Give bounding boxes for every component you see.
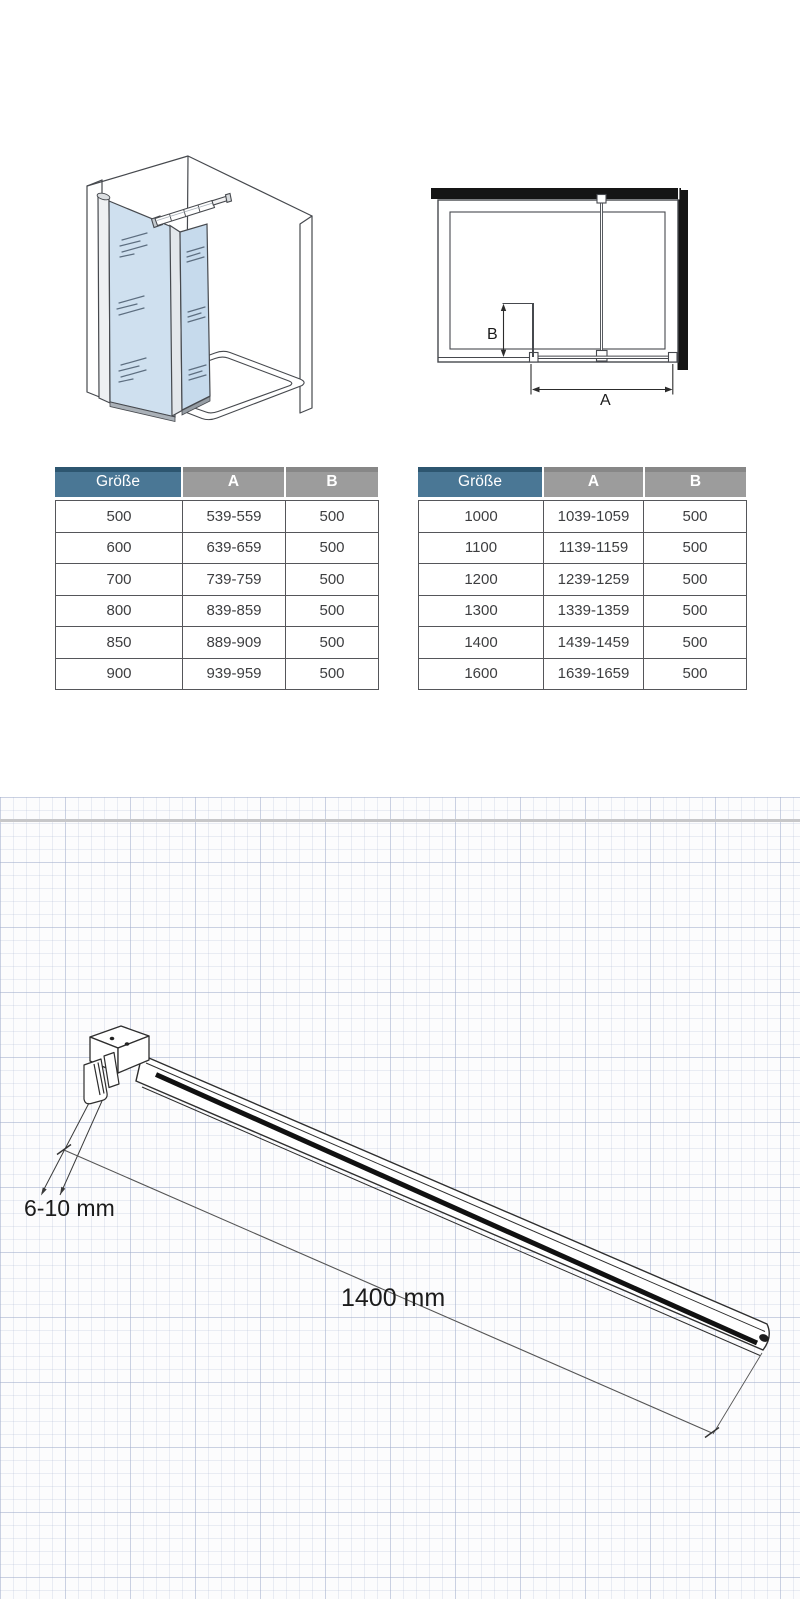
table-cell: 500 — [644, 564, 747, 596]
table-cell: 500 — [286, 627, 379, 659]
table-cell: 500 — [286, 658, 379, 690]
table-row — [56, 501, 379, 533]
table-cell: 739-759 — [183, 564, 286, 596]
table-cell: 1000 — [419, 501, 544, 533]
size-table-large — [418, 467, 747, 690]
plan-view-diagram — [420, 180, 700, 410]
table-cell: 900 — [56, 658, 183, 690]
plan-width-label: A — [600, 392, 611, 409]
table-cell: 1400 — [419, 627, 544, 659]
table-row — [419, 658, 747, 690]
table-cell: 1439-1459 — [544, 627, 644, 659]
table-cell: 600 — [56, 532, 183, 564]
table-body — [55, 500, 379, 690]
table-cell: 700 — [56, 564, 183, 596]
table-cell: 839-859 — [183, 595, 286, 627]
table-cell: 500 — [644, 532, 747, 564]
size-table-small — [55, 467, 379, 690]
table-cell: 800 — [56, 595, 183, 627]
table-cell: 500 — [644, 501, 747, 533]
table-cell: 500 — [644, 595, 747, 627]
glass-thickness-label: 6-10 mm — [24, 1195, 115, 1221]
table-row — [419, 564, 747, 596]
graph-paper-section — [0, 797, 800, 1599]
support-bar-diagram — [0, 797, 800, 1599]
table-cell: 1300 — [419, 595, 544, 627]
table-row — [419, 532, 747, 564]
table-header — [418, 467, 747, 497]
dimension-a — [531, 364, 673, 395]
table-cell: 500 — [286, 564, 379, 596]
table-row — [419, 595, 747, 627]
table-cell: 1239-1259 — [544, 564, 644, 596]
table-body — [418, 500, 747, 690]
table-cell: 1200 — [419, 564, 544, 596]
header-groesse: Größe — [55, 467, 181, 497]
tray-outline-outer — [438, 200, 678, 362]
table-row — [56, 564, 379, 596]
table-cell: 1139-1159 — [544, 532, 644, 564]
table-cell: 850 — [56, 627, 183, 659]
table-cell: 500 — [286, 501, 379, 533]
header-a: A — [544, 467, 643, 497]
header-groesse: Größe — [418, 467, 542, 497]
right-wall — [678, 190, 689, 370]
glass-thickness-leaders — [41, 1101, 102, 1196]
table-row — [56, 595, 379, 627]
header-a: A — [183, 467, 284, 497]
table-cell: 500 — [286, 532, 379, 564]
table-header — [55, 467, 379, 497]
table-cell: 1039-1059 — [544, 501, 644, 533]
table-cell: 889-909 — [183, 627, 286, 659]
stabilizer-bar — [136, 1055, 770, 1356]
shower-3d-diagram — [75, 140, 345, 430]
header-b: B — [286, 467, 378, 497]
table-cell: 1339-1359 — [544, 595, 644, 627]
table-cell: 500 — [644, 627, 747, 659]
wall-profile — [98, 195, 110, 403]
table-cell: 500 — [644, 658, 747, 690]
table-cell: 639-659 — [183, 532, 286, 564]
header-b: B — [645, 467, 746, 497]
table-cell: 939-959 — [183, 658, 286, 690]
table-row — [56, 532, 379, 564]
bar-length-label: 1400 mm — [341, 1284, 446, 1312]
table-cell: 1600 — [419, 658, 544, 690]
table-row — [419, 501, 747, 533]
screw-hole — [125, 1042, 130, 1046]
table-cell: 1100 — [419, 532, 544, 564]
support-bar-3d — [152, 193, 232, 227]
top-wall — [431, 188, 681, 199]
table-cell: 1639-1659 — [544, 658, 644, 690]
screw-hole — [110, 1037, 115, 1041]
table-row — [56, 658, 379, 690]
table-cell: 539-559 — [183, 501, 286, 533]
table-row — [56, 627, 379, 659]
table-cell: 500 — [56, 501, 183, 533]
plan-depth-label: B — [487, 326, 498, 343]
table-row — [419, 627, 747, 659]
table-cell: 500 — [286, 595, 379, 627]
glass-clamp — [84, 1053, 119, 1104]
